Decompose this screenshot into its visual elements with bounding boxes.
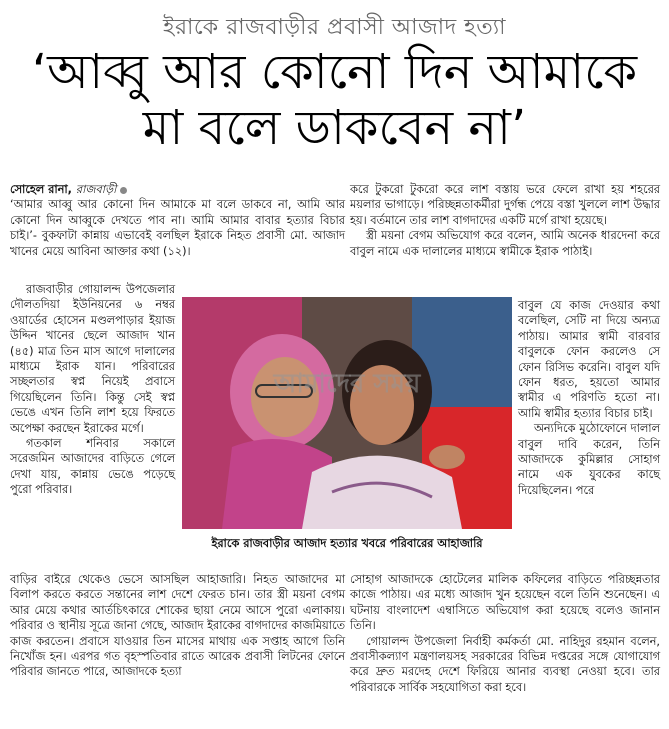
headline-line-1: ‘আব্বু আর কোনো দিন আমাকে [31, 44, 638, 100]
byline-dot-icon [120, 187, 127, 194]
column-1-bottom [10, 572, 345, 680]
paragraph-background: রাজবাড়ীর গোয়ালন্দ উপজেলার দৌলতদিয়া ইউনিয়নের ৬ নম্বর ওয়ার্ডের হোসেন মণ্ডলপাড়ার ইয়াজ উদ্দিন খানের ছেলে আজাদ খান (৪৫) মাত্র তিন মাস আগে দালালের মাধ্যমে ইরাক যান। পরিবারের সচ্ছলতার স্বপ্ন নিয়েই প্রবাসে গিয়েছিলেন তিনি। কিন্তু সেই স্বপ্ন ভেঙে এখন তিনি লাশ হয়ে ফিরতে অপেক্ষা করছেন ইরাকের মর্গে। [10, 283, 175, 435]
column-1-intro [10, 182, 345, 259]
byline-name: সোহেল রানা, [10, 183, 72, 196]
column-2-bottom [350, 572, 660, 695]
news-photo [182, 297, 512, 529]
paragraph-sohag: সোহাগ আজাদকে হোটেলের মালিক কফিলের বাড়িতে পরিচ্ছন্নতার কাজে পাঠায়। এর মধ্যে আজাদ খুন হয়েছেন বলে তিনি শুনেছেন। এ ঘটনায় বাংলাদেশ এম্বাসিতে অভিযোগ করা হয়েছে বলেও জানান তিনি। [350, 573, 660, 633]
column-2-top [350, 182, 660, 259]
paragraph-family-grief: বাড়ির বাইরে থেকেও ভেসে আসছিল আহাজারি। নিহত আজাদের মা বিলাপ করতে করতে সন্তানের লাশ দেশে ফেরত চান। তার স্ত্রী ময়না বেগম আর মেয়ে কথার আর্তচিৎকারে শোকের ছায়া নেমে আসে পুরো এলাকায়। পরিবার ও স্থানীয় সূত্রে জানা গেছে, আজাদ ইরাকের বাগদাদের কাজমিয়াতে কাজ করতেন। প্রবাসে যাওয়ার তিন মাসের মাথায় এক সপ্তাহ আগে তিনি নিখোঁজ হন। এরপর গত বৃহস্পতিবার রাতে আরেক প্রবাসী লিটনের ফোনে পরিবার জানতে পারে, আজাদকে হত্যা [10, 573, 345, 679]
paragraph-broker-claim: অন্যদিকে মুঠোফোনে দালাল বাবুল দাবি করেন, তিনি আজাদকে কুমিল্লার সোহাগ নামে এক যুবকের কাছে দিয়েছিলেন। পরে [518, 422, 660, 497]
photo-watermark: আমাদের সময় [273, 369, 421, 399]
byline [10, 182, 345, 197]
paragraph-broker-call: বাবুল যে কাজ দেওয়ার কথা বলেছিল, সেটি না দিয়ে অন্যত্র পাঠায়। আমার স্বামী বারবার বাবুলকে ফোন করলেও সে ফোন রিসিভ করেনি। বাবুল যদি ফোন ধরত, হয়তো আমার স্বামীর এ পরিণতি হতো না। আমি স্বামীর হত্যার বিচার চাই। [518, 299, 660, 420]
paragraph-wife-statement: স্ত্রী ময়না বেগম অভিযোগ করে বলেন, আমি অনেক ধারদেনা করে বাবুল নামে এক দালালের মাধ্যমে স্বামীকে ইরাক পাঠাই। [350, 229, 660, 258]
headline [0, 44, 669, 156]
photo-caption: ইরাকে রাজবাড়ীর আজাদ হত্যার খবরে পরিবারের আহাজারি [211, 537, 483, 550]
column-1-body [10, 282, 175, 498]
paragraph-visit: গতকাল শনিবার সকালে সরেজমিন আজাদের বাড়িতে গেলে দেখা যায়, কান্নায় ভেঙে পড়েছে পুরো পরিবার। [10, 437, 175, 497]
headline-line-2: মা বলে ডাকবেন না’ [142, 100, 527, 156]
byline-place: রাজবাড়ী [75, 183, 117, 196]
intro-paragraph: ‘আমার আব্বু আর কোনো দিন আমাকে মা বলে ডাকবে না, আমি আর কোনো দিন আব্বুকে দেখতে পাব না। আমি আমার বাবার হত্যার বিচার চাই।’- বুকফাটা কান্নায় এভাবেই বলছিল ইরাকে নিহত প্রবাসী মো. আজাদ খানের মেয়ে আবিনা আক্তার কথা (১২)। [10, 198, 345, 258]
column-3 [518, 298, 660, 498]
kicker-title: ইরাকে রাজবাড়ীর প্রবাসী আজাদ হত্যা [163, 15, 506, 40]
photo-illustration [182, 297, 512, 529]
paragraph-body-found: করে টুকরো টুকরো করে লাশ বস্তায় ভরে ফেলে রাখা হয় শহরের ময়লার ভাগাড়ে। পরিচ্ছন্নতাকর্মীরা দুর্গন্ধ পেয়ে বস্তা খুললে লাশ উদ্ধার হয়। বর্তমানে তার লাশ বাগদাদের একটি মর্গে রাখা হয়েছে। [350, 183, 660, 227]
paragraph-uno-statement: গোয়ালন্দ উপজেলা নির্বাহী কর্মকর্তা মো. নাহিদুর রহমান বলেন, প্রবাসীকল্যাণ মন্ত্রণালয়সহ সরকারের বিভিন্ন দপ্তরের সঙ্গে যোগাযোগ করে দ্রুত মরদেহ দেশে ফিরিয়ে আনার ব্যবস্থা নেওয়া হবে। তার পরিবারকে সার্বিক সহযোগিতা করা হবে। [350, 634, 660, 694]
